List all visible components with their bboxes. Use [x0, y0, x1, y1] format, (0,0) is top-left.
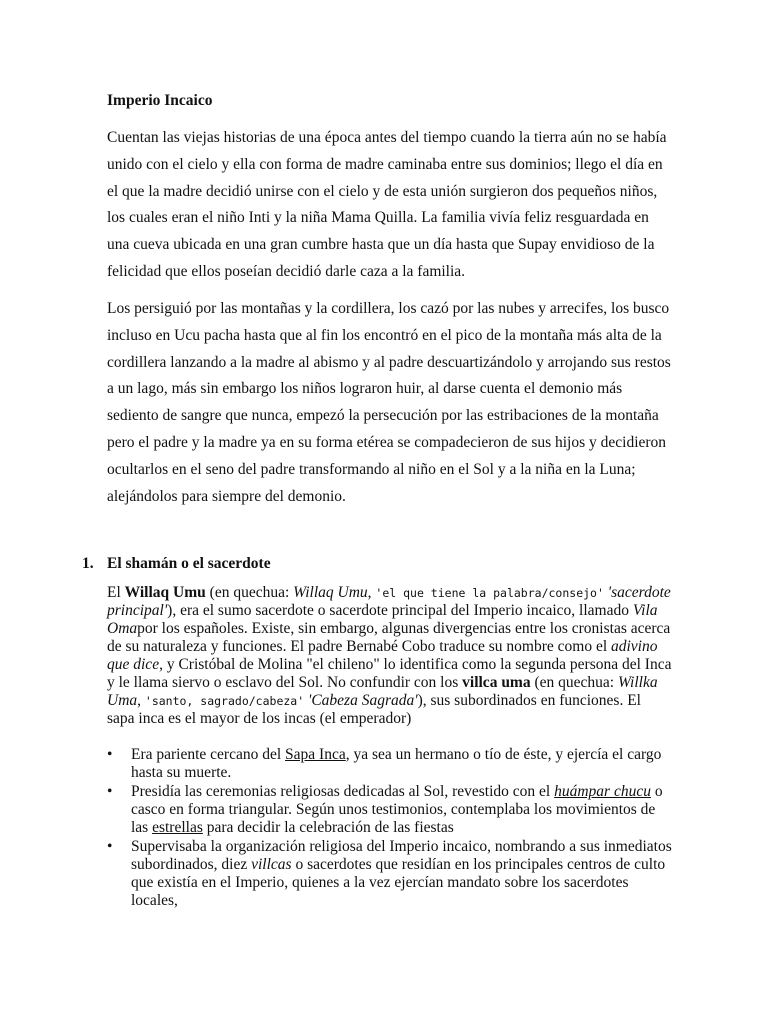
list-item [107, 746, 672, 782]
list-item [107, 838, 672, 910]
link-sapa-inca[interactable]: Sapa Inca [285, 746, 346, 763]
text-run: , [367, 584, 376, 601]
bullet-list [107, 746, 672, 911]
text-run: ), era el sumo sacerdote o sacerdote principal del Imperio incaico, llamado [167, 602, 633, 619]
bullet-icon: • [107, 746, 113, 763]
section-title: El shamán o el sacerdote [107, 555, 271, 572]
quechua-term: Willka Uma [107, 674, 658, 709]
link-huampar-chucu[interactable] [554, 783, 651, 800]
bullet-icon: • [107, 838, 113, 855]
text-run: (en quechua: [530, 674, 618, 691]
translation-gloss: 'Cabeza Sagrada' [304, 692, 418, 709]
translation-literal: 'el que tiene la palabra/consejo' [375, 586, 604, 600]
term-adivino: adivino que dice [107, 638, 658, 673]
text-run: (en quechua: [205, 584, 294, 601]
text-run: ), sus subordinados en funciones. El sapa inca es el mayor de los incas (el emperador) [107, 692, 641, 727]
link-huampar-chucu-text: huámpar chucu [554, 783, 651, 800]
translation-literal: 'santo, sagrado/cabeza' [144, 694, 305, 708]
text-run: o sacerdotes que residían en los principales centros de culto que existía en el Imperio, quienes a la vez ejercían mandato sobre los sacerdotes locales, [131, 856, 666, 909]
text-run: , ya sea un hermano o tío de éste, y ejercía el cargo hasta su muerte. [131, 746, 662, 781]
quechua-term: Willaq Umu [293, 584, 368, 601]
bullet-icon: • [107, 783, 113, 800]
paragraph-persecution: Los persiguió por las montañas y la cordillera, los cazó por las nubes y arrecifes, los busco incluso en Ucu pacha hasta que al fin los encontró en el pico de la montaña más alta de la cordillera lanzando a la madre al abismo y al padre descuartizándolo y arrojando sus restos a un lago, más sin embargo los niños lograron huir, al darse cuenta el demonio más sediento de sangre que nunca, empezó la persecución por las estribaciones de la montaña pero el padre y la madre ya en su forma etérea se compadecieron de sus hijos y decidieron ocultarlos en el seno del padre transformando al niño en el Sol y a la niña en la Luna; alejándolos para siempre del demonio. [107, 300, 671, 505]
section-number: 1. [82, 555, 94, 572]
text-run: Supervisaba la organización religiosa del Imperio incaico, nombrando a sus inmediatos subordinados, diez [131, 838, 672, 873]
text-run: o casco en forma triangular. Según unos testimonios, contemplaba los movimientos de las [131, 783, 663, 836]
term-villca-uma: villca uma [462, 674, 531, 691]
term-vila-oma: Vila Oma [107, 602, 658, 637]
paragraph-origin-myth: Cuentan las viejas historias de una época antes del tiempo cuando la tierra aún no se había unido con el cielo y ella con forma de madre caminaba entre sus dominios; llego el día en el que la madre decidió unirse con el cielo y de esta unión surgieron dos pequeños niños, los cuales eran el niño Inti y la niña Mama Quilla. La familia vivía feliz resguardada en una cueva ubicada en una gran cumbre hasta que un día hasta que Supay envidioso de la felicidad que ellos poseían decidió darle caza a la familia. [107, 129, 667, 280]
text-run: para decidir la celebración de las fiestas [202, 819, 454, 836]
text-run: Presidía las ceremonias religiosas dedicadas al Sol, revestido con el [131, 783, 555, 800]
term-villcas: villcas [251, 856, 292, 873]
translation-gloss: 'sacerdote principal' [107, 584, 671, 619]
text-run: , [137, 692, 145, 709]
link-estrellas[interactable]: estrellas [152, 819, 203, 836]
paragraph-willaq-umu [107, 584, 672, 728]
text-run: Era pariente cercano del [131, 746, 286, 763]
text-run: El [107, 584, 125, 601]
term-willaq-umu: Willaq Umu [124, 584, 206, 601]
document-title: Imperio Incaico [107, 92, 213, 109]
text-run: , y Cristóbal de Molina "el chileno" lo identifica como la segunda persona del Inca y le llama siervo o esclavo del Sol. No confundir con los [107, 656, 672, 691]
list-item [107, 783, 672, 837]
text-run: por los españoles. Existe, sin embargo, algunas divergencias entre los cronistas acerca de su naturaleza y funciones. El padre Bernabé Cobo traduce su nombre como el [107, 620, 671, 655]
